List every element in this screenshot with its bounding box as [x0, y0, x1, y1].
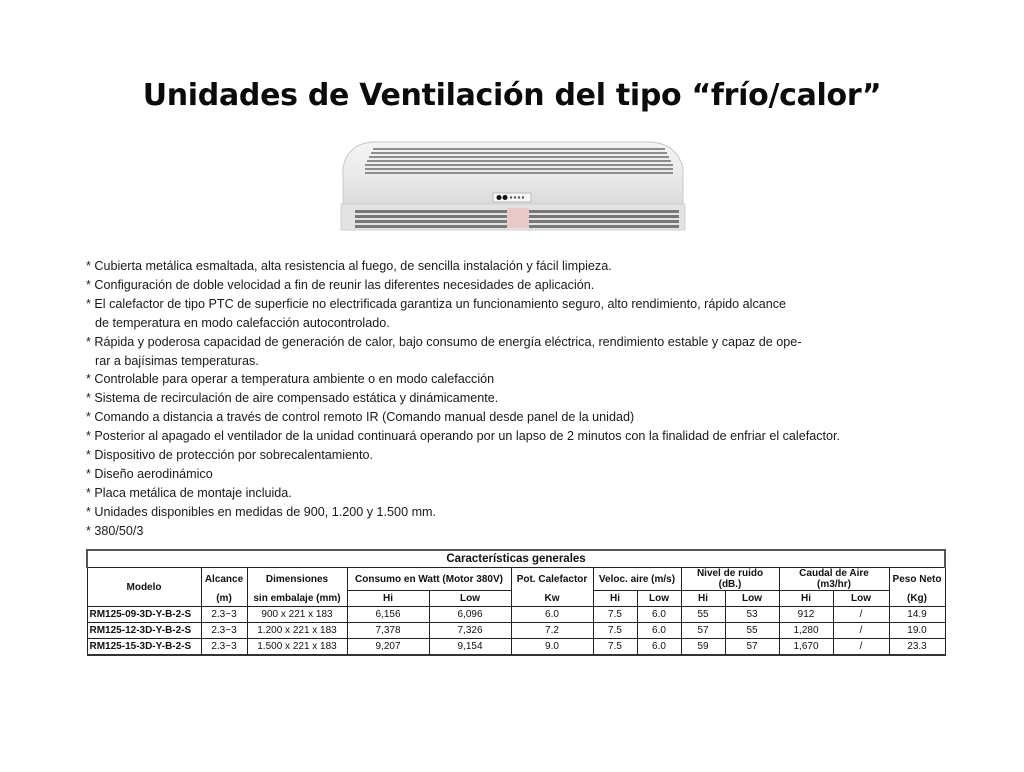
cell-pot: 9.0 — [511, 639, 593, 656]
cell-veloc-hi: 7.5 — [593, 623, 637, 639]
col-dimensiones-unit: sin embalaje (mm) — [247, 591, 347, 607]
col-pot-unit: Kw — [511, 591, 593, 607]
col-ruido-low: Low — [725, 591, 779, 607]
cell-modelo: RM125-15-3D-Y-B-2-S — [87, 639, 201, 656]
ruido-unit: (dB.) — [718, 579, 742, 590]
cell-alcance: 2.3~3 — [201, 623, 247, 639]
col-dimensiones: Dimensiones — [247, 568, 347, 591]
col-veloc-low: Low — [637, 591, 681, 607]
cell-veloc-low: 6.0 — [637, 623, 681, 639]
col-modelo: Modelo — [87, 568, 201, 607]
cell-pot: 6.0 — [511, 607, 593, 623]
feature-item: * El calefactor de tipo PTC de superficie no electrificada garantiza un funcionamiento seguro, alto rendimiento, rápido alcance — [86, 296, 787, 311]
cell-veloc-hi: 7.5 — [593, 639, 637, 656]
cell-caudal-hi: 1,670 — [779, 639, 833, 656]
col-caudal — [779, 568, 889, 591]
feature-item: * 380/50/3 — [86, 523, 144, 538]
table-row — [87, 607, 945, 623]
col-ruido — [681, 568, 779, 591]
cell-consumo-low: 6,096 — [429, 607, 511, 623]
table-caption: Características generales — [87, 550, 945, 568]
col-consumo: Consumo en Watt (Motor 380V) — [347, 568, 511, 591]
cell-ruido-hi: 55 — [681, 607, 725, 623]
cell-consumo-low: 7,326 — [429, 623, 511, 639]
cell-caudal-hi: 912 — [779, 607, 833, 623]
col-peso-unit: (Kg) — [889, 591, 945, 607]
feature-list — [86, 257, 946, 541]
feature-item: * Diseño aerodinámico — [86, 466, 213, 481]
col-veloc-hi: Hi — [593, 591, 637, 607]
cell-veloc-hi: 7.5 — [593, 607, 637, 623]
cell-ruido-hi: 59 — [681, 639, 725, 656]
cell-ruido-hi: 57 — [681, 623, 725, 639]
cell-ruido-low: 57 — [725, 639, 779, 656]
col-caudal-hi: Hi — [779, 591, 833, 607]
feature-item: * Unidades disponibles en medidas de 900, 1.200 y 1.500 mm. — [86, 504, 437, 519]
cell-peso: 14.9 — [889, 607, 945, 623]
cell-peso: 19.0 — [889, 623, 945, 639]
cell-veloc-low: 6.0 — [637, 639, 681, 656]
feature-item: * Posterior al apagado el ventilador de la unidad continuará operando por un lapso de 2 minutos con la finalidad de enfriar el calefactor. — [86, 429, 841, 444]
spec-table — [86, 549, 946, 656]
page-title: Unidades de Ventilación del tipo “frío/calor” — [142, 78, 882, 113]
cell-peso: 23.3 — [889, 639, 945, 656]
cell-pot: 7.2 — [511, 623, 593, 639]
cell-modelo: RM125-09-3D-Y-B-2-S — [87, 607, 201, 623]
cell-caudal-hi: 1,280 — [779, 623, 833, 639]
cell-consumo-hi: 7,378 — [347, 623, 429, 639]
ruido-label: Nivel de ruido — [696, 568, 764, 579]
cell-caudal-low: / — [833, 623, 889, 639]
caudal-unit: (m3/hr) — [817, 579, 851, 590]
col-alcance-unit: (m) — [201, 591, 247, 607]
air-curtain-image — [333, 138, 691, 231]
feature-item: * Rápida y poderosa capacidad de generación de calor, bajo consumo de energía eléctrica, rendimiento estable y capaz de ope- — [86, 334, 802, 349]
feature-item: * Comando a distancia a través de control remoto IR (Comando manual desde panel de la unidad) — [86, 410, 635, 425]
col-consumo-low: Low — [429, 591, 511, 607]
cell-dimensiones: 1.200 x 221 x 183 — [247, 623, 347, 639]
cell-ruido-low: 53 — [725, 607, 779, 623]
cell-ruido-low: 55 — [725, 623, 779, 639]
feature-item: * Dispositivo de protección por sobrecalentamiento. — [86, 448, 374, 463]
feature-item: * Placa metálica de montaje incluida. — [86, 485, 292, 500]
cell-caudal-low: / — [833, 607, 889, 623]
col-pot: Pot. Calefactor — [511, 568, 593, 591]
cell-consumo-hi: 9,207 — [347, 639, 429, 656]
feature-item: * Cubierta metálica esmaltada, alta resistencia al fuego, de sencilla instalación y fácil limpieza. — [86, 259, 612, 273]
table-row — [87, 639, 945, 656]
col-caudal-low: Low — [833, 591, 889, 607]
feature-item: * Sistema de recirculación de aire compensado estática y dinámicamente. — [86, 391, 499, 406]
cell-dimensiones: 1.500 x 221 x 183 — [247, 639, 347, 656]
feature-item-continuation: rar a bajísimas temperaturas. — [95, 353, 259, 368]
col-veloc: Veloc. aire (m/s) — [593, 568, 681, 591]
cell-alcance: 2.3~3 — [201, 639, 247, 656]
cell-veloc-low: 6.0 — [637, 607, 681, 623]
cell-modelo: RM125-12-3D-Y-B-2-S — [87, 623, 201, 639]
cell-consumo-hi: 6,156 — [347, 607, 429, 623]
cell-caudal-low: / — [833, 639, 889, 656]
col-alcance: Alcance — [201, 568, 247, 591]
feature-item: * Configuración de doble velocidad a fin de reunir las diferentes necesidades de aplicación. — [86, 277, 595, 292]
cell-alcance: 2.3~3 — [201, 607, 247, 623]
feature-item-continuation: de temperatura en modo calefacción autocontrolado. — [95, 315, 390, 330]
caudal-label: Caudal de Aire — [799, 568, 869, 579]
col-peso: Peso Neto — [889, 568, 945, 591]
table-row — [87, 623, 945, 639]
cell-dimensiones: 900 x 221 x 183 — [247, 607, 347, 623]
cell-consumo-low: 9,154 — [429, 639, 511, 656]
feature-item: * Controlable para operar a temperatura ambiente o en modo calefacción — [86, 372, 495, 387]
col-ruido-hi: Hi — [681, 591, 725, 607]
col-consumo-hi: Hi — [347, 591, 429, 607]
